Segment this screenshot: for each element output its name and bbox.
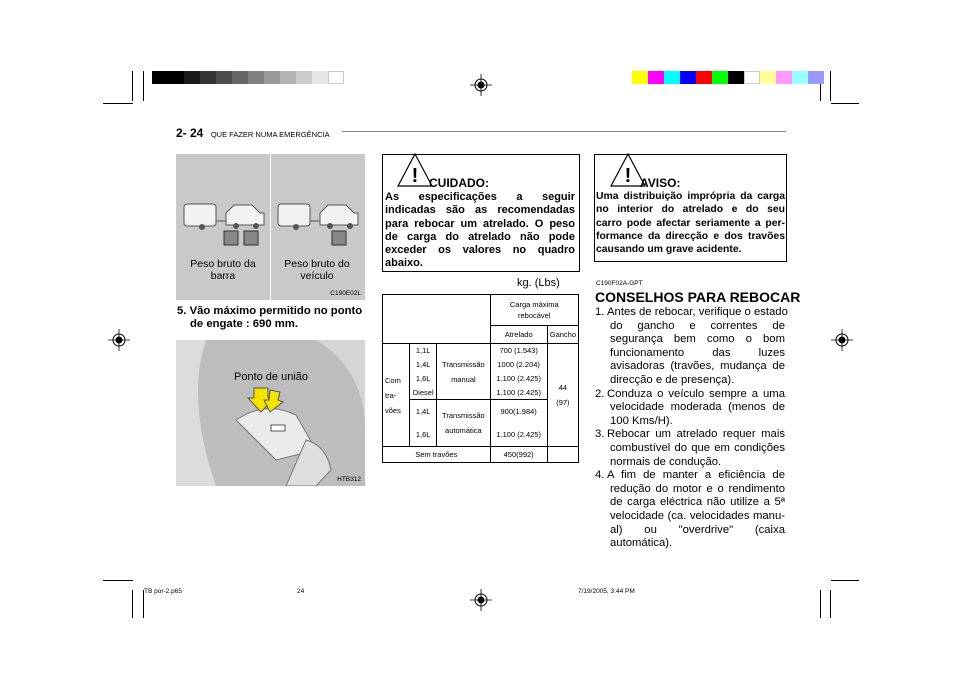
section-title: CONSELHOS PARA REBOCAR: [595, 289, 801, 305]
color-swatch: [728, 71, 744, 84]
color-swatch: [792, 71, 808, 84]
label-vehicle-weight: Peso bruto do veículo: [284, 258, 350, 282]
caution-box: [382, 154, 580, 272]
without-brakes: Sem travões: [383, 447, 491, 463]
list-item-number: 3.: [595, 428, 605, 441]
color-swatch: [328, 71, 344, 84]
col-atrelado: Atrelado: [490, 326, 547, 344]
list-item-line: al) ou "overdrive" (caixa: [610, 523, 785, 536]
figure-code-bottom: HTB312: [337, 476, 361, 483]
without-brakes-gancho: [547, 447, 578, 463]
color-swatch: [808, 71, 824, 84]
value-1: 700 (1.543): [490, 344, 547, 358]
caution-text: [385, 191, 575, 271]
group-with-brakes-text: Com tra- vões: [385, 375, 401, 415]
list-item: [595, 306, 788, 388]
warning-text: [596, 190, 785, 256]
color-swatch: [168, 71, 184, 84]
hitch-point-label: Ponto de união: [234, 371, 309, 383]
col-gancho: Gancho: [547, 326, 578, 344]
list-item-line: automática).: [610, 537, 673, 550]
list-item-line: velocidade moderada (menos de: [610, 401, 785, 414]
item-5-line1: Vão máximo permitido no ponto: [189, 305, 363, 317]
text-line: formance da direcção e dos travões: [596, 230, 785, 242]
color-swatch: [696, 71, 712, 84]
svg-text:!: !: [411, 165, 419, 187]
engine-3: 1,6L: [410, 372, 437, 386]
list-item-line: do gancho e correntes de: [610, 319, 785, 332]
table-blank-header: [383, 295, 491, 326]
color-swatch: [280, 71, 296, 84]
text-line: causando um grave acidente.: [596, 244, 742, 256]
figure-divider: [270, 154, 271, 300]
value-3: 1.100 (2.425): [490, 372, 547, 386]
caution-title: CUIDADO:: [429, 176, 489, 190]
registration-mark-left-icon: [108, 329, 130, 351]
engine-1: 1,1L: [410, 344, 437, 358]
registration-mark-bottom-icon: [470, 589, 492, 611]
registration-mark-top-icon: [470, 74, 492, 96]
page-number: 2- 24: [176, 126, 204, 140]
table-unit: kg. (Lbs): [517, 277, 560, 289]
engine-2: 1,4L: [410, 358, 437, 372]
value-5: 900(1.984): [490, 400, 547, 423]
warning-triangle-icon: [397, 153, 433, 187]
registration-mark-right-icon: [831, 329, 853, 351]
list-item-number: 2.: [595, 387, 605, 400]
list-item-number: 1.: [595, 306, 605, 318]
color-swatch: [184, 71, 200, 84]
hitch-illustration: [176, 340, 365, 486]
color-swatch: [296, 71, 312, 84]
warning-box: [594, 154, 787, 262]
gancho-value: [547, 344, 578, 447]
header-rule: [342, 131, 786, 132]
item-5: [177, 305, 367, 331]
list-item-line: normais de condução.: [610, 455, 722, 468]
color-swatch: [760, 71, 776, 84]
trans-auto: [437, 400, 490, 447]
towing-capacity-table: [382, 294, 579, 463]
towing-tips-list: [595, 306, 788, 551]
engine-5: 1,4L: [410, 400, 437, 423]
list-item-line: segurança bem como o bom: [610, 333, 785, 346]
text-line: Uma distribuição imprópria da carga: [596, 191, 785, 202]
color-swatch: [248, 71, 264, 84]
figure-hitch: [176, 340, 365, 486]
footer-page: 24: [297, 588, 305, 595]
text-line: indicadas são as recomendadas: [385, 204, 575, 217]
gancho-value-text: 44 (97): [556, 383, 570, 407]
color-swatch: [664, 71, 680, 84]
color-swatch: [232, 71, 248, 84]
color-swatch: [648, 71, 664, 84]
list-item-line: redução do motor e o rendimento: [610, 482, 785, 495]
text-line: carro pode afectar seriamente a per-: [596, 217, 785, 229]
list-item-number: 4.: [595, 469, 605, 482]
list-item-line: Conduza o veículo sempre a uma: [607, 387, 785, 400]
list-item: [595, 469, 785, 551]
color-swatch: [680, 71, 696, 84]
footer-file: TB por-2.p65: [144, 588, 182, 595]
list-item-line: A fim de manter a eficiência de: [607, 469, 785, 482]
text-line: As especificações a seguir: [385, 191, 575, 203]
without-brakes-value: 450(992): [490, 447, 547, 463]
figure-tow-weight: [176, 154, 365, 300]
trans-auto-text: Transmissão automática: [442, 411, 485, 435]
table-blank-header2: [383, 326, 491, 344]
trailer-car-illustration-left: [182, 199, 266, 251]
color-swatch: [216, 71, 232, 84]
value-2: 1000 (2.204): [490, 358, 547, 372]
color-swatch: [152, 71, 168, 84]
list-item-line: 100 Kms/H).: [610, 414, 673, 427]
list-item-line: Rebocar um atrelado requer mais: [607, 428, 785, 441]
color-swatch: [264, 71, 280, 84]
figure-code: C190E02L: [330, 290, 361, 297]
svg-text:!: !: [624, 165, 632, 187]
label-tongue-weight: Peso bruto da barra: [190, 258, 256, 282]
text-line: de carga do atrelado não pode: [385, 230, 575, 243]
table-header-max-text: Carga máxima rebocável: [509, 300, 559, 320]
warning-title: AVISO:: [640, 176, 681, 190]
color-swatch: [744, 71, 760, 84]
text-line: exceder os valores no quadro: [385, 244, 575, 257]
value-6: 1.100 (2.425): [490, 423, 547, 447]
list-item-line: Antes de rebocar, verifique o estado: [607, 306, 788, 318]
engine-4: Diesel: [410, 385, 437, 399]
group-with-brakes: [383, 344, 410, 447]
list-item-line: funcionamento das luzes: [610, 346, 785, 359]
list-item-line: combustível do que em condições: [610, 441, 785, 454]
text-line: abaixo.: [385, 257, 423, 270]
list-item-line: de carga eléctrica não utilize a 5ª: [610, 496, 785, 509]
color-swatch: [200, 71, 216, 84]
trans-manual-text: Transmissão manual: [442, 359, 485, 384]
list-item: [595, 428, 785, 469]
color-swatch: [312, 71, 328, 84]
trans-manual: [437, 344, 490, 400]
item-5-number: 5.: [177, 305, 187, 317]
trailer-car-illustration-right: [276, 199, 360, 251]
section-title: QUE FAZER NUMA EMERGÊNCIA: [210, 130, 330, 139]
color-swatch: [632, 71, 648, 84]
list-item: [595, 388, 785, 429]
item-5-line2: de engate : 690 mm.: [190, 318, 298, 331]
color-swatch: [776, 71, 792, 84]
text-line: no interior do atrelado e do seu: [596, 204, 785, 216]
list-item-line: velocidade (ca. velocidades manu-: [610, 509, 785, 522]
value-4: 1.100 (2.425): [490, 385, 547, 399]
section-code: C190F02A-GPT: [596, 280, 643, 287]
text-line: para rebocar um atrelado. O peso: [385, 217, 575, 230]
page-header: [176, 124, 786, 142]
list-item-line: avisadoras (travões, mudança de: [610, 360, 785, 373]
list-item-line: direcção e de presença).: [610, 373, 735, 386]
color-swatch: [712, 71, 728, 84]
table-header-max: [490, 295, 578, 326]
footer-datetime: 7/19/2005, 3:44 PM: [578, 588, 635, 595]
engine-6: 1,6L: [410, 423, 437, 447]
